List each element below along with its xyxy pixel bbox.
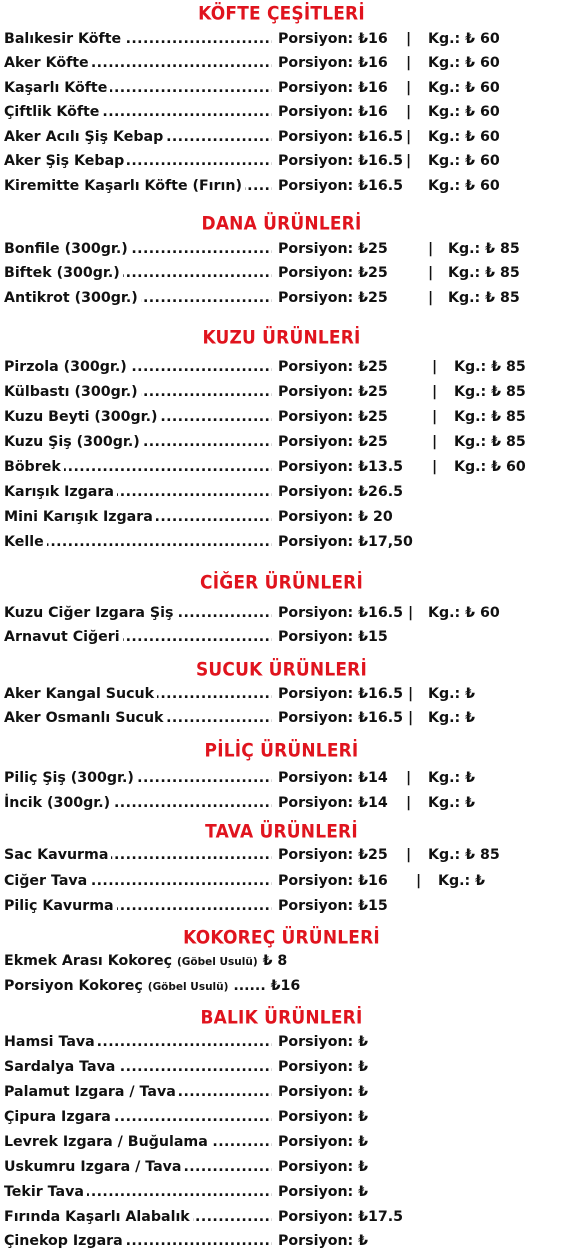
item-portion: Porsiyon: ₺25: [278, 290, 388, 306]
item-kg: Kg.: ₺ 85: [428, 847, 500, 863]
item-portion: Porsiyon: ₺16: [278, 80, 388, 96]
item-name: Balıkesir Köfte: [4, 28, 124, 50]
section-title-kofte: KÖFTE ÇEŞİTLERİ: [198, 3, 365, 25]
item-name: Bonfile (300gr.): [4, 238, 131, 260]
item-portion: Porsiyon: ₺16: [278, 873, 388, 889]
sep: |: [432, 434, 438, 450]
item-name: Sardalya Tava: [4, 1056, 118, 1078]
sep: |: [406, 795, 412, 811]
item-name: Aker Acılı Şiş Kebap: [4, 126, 166, 148]
item-name: İncik (300gr.): [4, 792, 113, 814]
item-portion: Porsiyon: ₺25: [278, 241, 388, 257]
section-title-ciger: CİĞER ÜRÜNLERİ: [200, 572, 363, 594]
item-name: Külbastı (300gr.): [4, 381, 141, 403]
item-portion: Porsiyon: ₺14: [278, 795, 388, 811]
item-kg: Kg.: ₺: [428, 770, 476, 786]
sep: |: [406, 770, 412, 786]
item-name: Sac Kavurma: [4, 844, 111, 866]
section-title-kokorec: KOKOREÇ ÜRÜNLERİ: [183, 927, 380, 949]
item-kg: Kg.: ₺ 60: [428, 104, 500, 120]
section-title-dana: DANA ÜRÜNLERİ: [201, 213, 362, 235]
item-name: Böbrek: [4, 456, 64, 478]
item-portion: Porsiyon: ₺16.5: [278, 129, 404, 145]
item-portion: Porsiyon: ₺16.5: [278, 153, 404, 169]
item-portion: Porsiyon: ₺25: [278, 409, 388, 425]
item-portion: Porsiyon: ₺: [278, 1184, 369, 1200]
item-portion: Porsiyon: ₺25: [278, 265, 388, 281]
name-text: Ekmek Arası Kokoreç: [4, 953, 173, 969]
item-kg: Kg.: ₺ 85: [454, 409, 526, 425]
item-portion: Porsiyon: ₺: [278, 1134, 369, 1150]
item-portion: Porsiyon: ₺: [278, 1233, 369, 1249]
item-kg: Kg.: ₺: [428, 686, 476, 702]
item-portion: Porsiyon: ₺: [278, 1059, 369, 1075]
item-name: Hamsi Tava: [4, 1031, 98, 1053]
name-text: Porsiyon Kokoreç: [4, 978, 143, 994]
item-name: Aker Kangal Sucuk: [4, 683, 157, 705]
section-title-sucuk: SUCUK ÜRÜNLERİ: [195, 659, 367, 681]
item-name: [4, 950, 287, 973]
item-kg: Kg.: ₺ 60: [428, 153, 500, 169]
section-title-balik: BALIK ÜRÜNLERİ: [200, 1007, 363, 1029]
item-note: (Göbel Usulü): [147, 981, 229, 993]
item-kg: Kg.: ₺ 60: [428, 129, 500, 145]
sep: |: [406, 31, 412, 47]
item-name: Kaşarlı Köfte: [4, 77, 110, 99]
item-name: Pirzola (300gr.): [4, 356, 130, 378]
item-kg: Kg.: ₺ 60: [454, 459, 526, 475]
item-portion: Porsiyon: ₺: [278, 1034, 369, 1050]
section-title-tava: TAVA ÜRÜNLERİ: [205, 821, 358, 843]
item-kg: Kg.: ₺ 85: [448, 265, 520, 281]
item-portion: Porsiyon: ₺15: [278, 898, 388, 914]
item-name: Levrek Izgara / Buğulama: [4, 1131, 211, 1153]
item-kg: Kg.: ₺: [428, 710, 476, 726]
sep: |: [406, 153, 412, 169]
item-portion: Porsiyon: ₺14: [278, 770, 388, 786]
item-kg: Kg.: ₺ 85: [448, 290, 520, 306]
item-kg: Kg.: ₺: [428, 795, 476, 811]
item-portion: Porsiyon: ₺26.5: [278, 484, 404, 500]
item-kg: Kg.: ₺ 60: [428, 80, 500, 96]
item-portion: Porsiyon: ₺13.5: [278, 459, 404, 475]
item-portion: Porsiyon: ₺16: [278, 104, 388, 120]
sep: |: [416, 873, 422, 889]
item-portion: Porsiyon: ₺16.5 |: [278, 605, 414, 621]
item-name: Kuzu Beyti (300gr.): [4, 406, 161, 428]
sep: |: [428, 241, 434, 257]
item-portion: Porsiyon: ₺17.5: [278, 1209, 404, 1225]
item-portion: Porsiyon: ₺ 20: [278, 509, 393, 525]
item-name: Karışık Izgara: [4, 481, 117, 503]
item-portion: Porsiyon: ₺25: [278, 384, 388, 400]
item-name: Aker Şiş Kebap: [4, 150, 127, 172]
item-kg: Kg.: ₺ 60: [428, 605, 500, 621]
item-portion: Porsiyon: ₺16.5 |: [278, 686, 414, 702]
sep: |: [432, 409, 438, 425]
item-portion: Porsiyon: ₺16: [278, 55, 388, 71]
sep: |: [428, 290, 434, 306]
item-kg: Kg.: ₺ 85: [448, 241, 520, 257]
item-kg: Kg.: ₺ 85: [454, 434, 526, 450]
item-kg: Kg.: ₺: [438, 873, 486, 889]
item-name: Kuzu Ciğer Izgara Şiş: [4, 602, 176, 624]
item-name: Piliç Şiş (300gr.): [4, 767, 137, 789]
item-kg: Kg.: ₺ 60: [428, 55, 500, 71]
sep: |: [406, 847, 412, 863]
item-kg: Kg.: ₺ 85: [454, 359, 526, 375]
item-kg: Kg.: ₺ 60: [428, 178, 500, 194]
item-name: Aker Köfte: [4, 52, 92, 74]
sep: |: [432, 384, 438, 400]
item-note: (Göbel Usulü): [176, 956, 258, 968]
item-portion: Porsiyon: ₺16: [278, 31, 388, 47]
item-portion: Porsiyon: ₺25: [278, 359, 388, 375]
sep: |: [432, 459, 438, 475]
item-name: Arnavut Ciğeri: [4, 626, 123, 648]
sep: |: [406, 80, 412, 96]
sep: |: [406, 104, 412, 120]
sep: |: [406, 55, 412, 71]
item-portion: Porsiyon: ₺16.5: [278, 178, 404, 194]
item-price: ...... ₺16: [233, 978, 301, 994]
item-price: ₺ 8: [262, 953, 288, 969]
item-name: Palamut Izgara / Tava: [4, 1081, 179, 1103]
sep: |: [428, 265, 434, 281]
item-kg: Kg.: ₺ 85: [454, 384, 526, 400]
item-name: Çinekop Izgara: [4, 1230, 126, 1252]
item-name: Antikrot (300gr.): [4, 287, 141, 309]
item-name: Tekir Tava: [4, 1181, 87, 1203]
item-name: Kuzu Şiş (300gr.): [4, 431, 143, 453]
item-name: Fırında Kaşarlı Alabalık: [4, 1206, 193, 1228]
item-name: [4, 975, 300, 998]
item-name: Kelle: [4, 531, 47, 553]
sep: |: [432, 359, 438, 375]
item-portion: Porsiyon: ₺25: [278, 847, 388, 863]
item-name: Çipura Izgara: [4, 1106, 114, 1128]
item-portion: Porsiyon: ₺25: [278, 434, 388, 450]
item-name: Uskumru Izgara / Tava: [4, 1156, 184, 1178]
item-portion: Porsiyon: ₺17,50: [278, 534, 413, 550]
item-portion: Porsiyon: ₺: [278, 1109, 369, 1125]
item-name: Mini Karışık Izgara: [4, 506, 156, 528]
item-name: Piliç Kavurma: [4, 895, 117, 917]
section-title-kuzu: KUZU ÜRÜNLERİ: [202, 327, 361, 349]
item-portion: Porsiyon: ₺16.5 |: [278, 710, 414, 726]
item-kg: Kg.: ₺ 60: [428, 31, 500, 47]
item-name: Ciğer Tava: [4, 870, 90, 892]
section-title-pilic: PİLİÇ ÜRÜNLERİ: [204, 740, 359, 762]
item-name: Kiremitte Kaşarlı Köfte (Fırın): [4, 175, 245, 197]
item-portion: Porsiyon: ₺15: [278, 629, 388, 645]
item-portion: Porsiyon: ₺: [278, 1159, 369, 1175]
item-portion: Porsiyon: ₺: [278, 1084, 369, 1100]
item-name: Aker Osmanlı Sucuk: [4, 707, 166, 729]
sep: |: [406, 129, 412, 145]
item-name: Biftek (300gr.): [4, 262, 123, 284]
item-name: Çiftlik Köfte: [4, 101, 102, 123]
